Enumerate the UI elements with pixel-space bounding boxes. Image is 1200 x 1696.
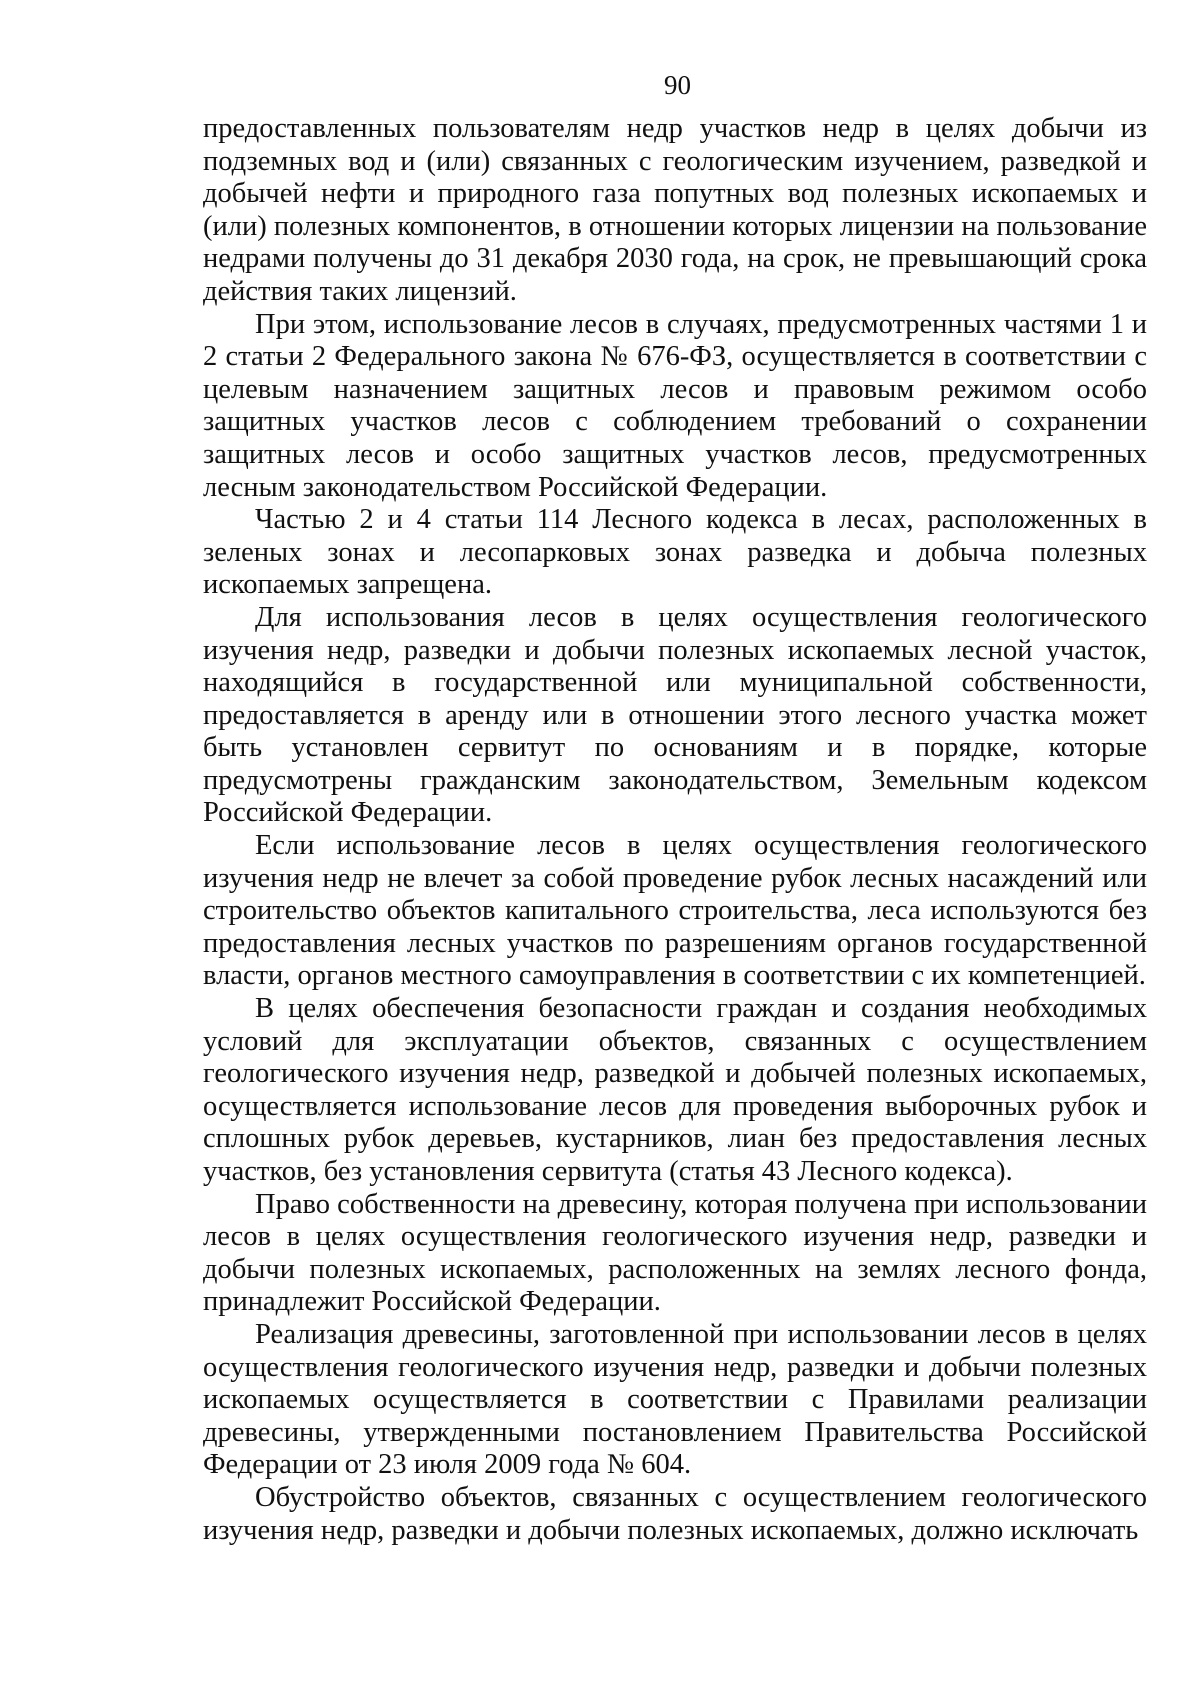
document-body <box>203 113 1147 1547</box>
paragraph: Если использование лесов в целях осуществления геологического изучения недр не влечет за собой проведение рубок лесных насаждений или строительство объектов капитального строительства, леса используются без предоставления лесных участков по разрешениям органов государственной власти, органов местного самоуправления в соответствии с их компетенцией. <box>203 830 1147 992</box>
paragraph: Право собственности на древесину, которая получена при использовании лесов в целях осуществления геологического изучения недр, разведки и добычи полезных ископаемых, расположенных на землях лесного фонда, принадлежит Российской Федерации. <box>203 1188 1147 1318</box>
paragraph: В целях обеспечения безопасности граждан и создания необходимых условий для эксплуатации объектов, связанных с осуществлением геологического изучения недр, разведкой и добычей полезных ископаемых, осуществляется использование лесов для проведения выборочных рубок и сплошных рубок деревьев, кустарников, лиан без предоставления лесных участков, без установления сервитута (статья 43 Лесного кодекса). <box>203 993 1147 1187</box>
paragraph: Частью 2 и 4 статьи 114 Лесного кодекса в лесах, расположенных в зеленых зонах и лесопарковых зонах разведка и добыча полезных ископаемых запрещена. <box>203 504 1147 601</box>
page-number: 90 <box>664 70 691 100</box>
paragraph-continuation: предоставленных пользователям недр участков недр в целях добычи из подземных вод и (или) связанных с геологическим изучением, разведкой и добычей нефти и природного газа попутных вод полезных ископаемых и (или) полезных компонентов, в отношении которых лицензии на пользование недрами получены до 31 декабря 2030 года, на срок, не превышающий срока действия таких лицензий. <box>203 113 1147 307</box>
paragraph-truncated: Обустройство объектов, связанных с осуществлением геологического изучения недр, разведки и добычи полезных ископаемых, должно исключать <box>203 1481 1147 1546</box>
paragraph: При этом, использование лесов в случаях, предусмотренных частями 1 и 2 статьи 2 Федерального закона № 676-ФЗ, осуществляется в соответствии с целевым назначением защитных лесов и правовым режимом особо защитных участков лесов с соблюдением требований о сохранении защитных лесов и особо защитных участков лесов, предусмотренных лесным законодательством Российской Федерации. <box>203 308 1147 503</box>
paragraph: Для использования лесов в целях осуществления геологического изучения недр, разведки и добычи полезных ископаемых лесной участок, находящийся в государственной или муниципальной собственности, предоставляется в аренду или в отношении этого лесного участка может быть установлен сервитут по основаниям и в порядке, которые предусмотрены гражданским законодательством, Земельным кодексом Российской Федерации. <box>203 601 1147 829</box>
paragraph: Реализация древесины, заготовленной при использовании лесов в целях осуществления геологического изучения недр, разведки и добычи полезных ископаемых осуществляется в соответствии с Правилами реализации древесины, утвержденными постановлением Правительства Российской Федерации от 23 июля 2009 года № 604. <box>203 1318 1147 1481</box>
